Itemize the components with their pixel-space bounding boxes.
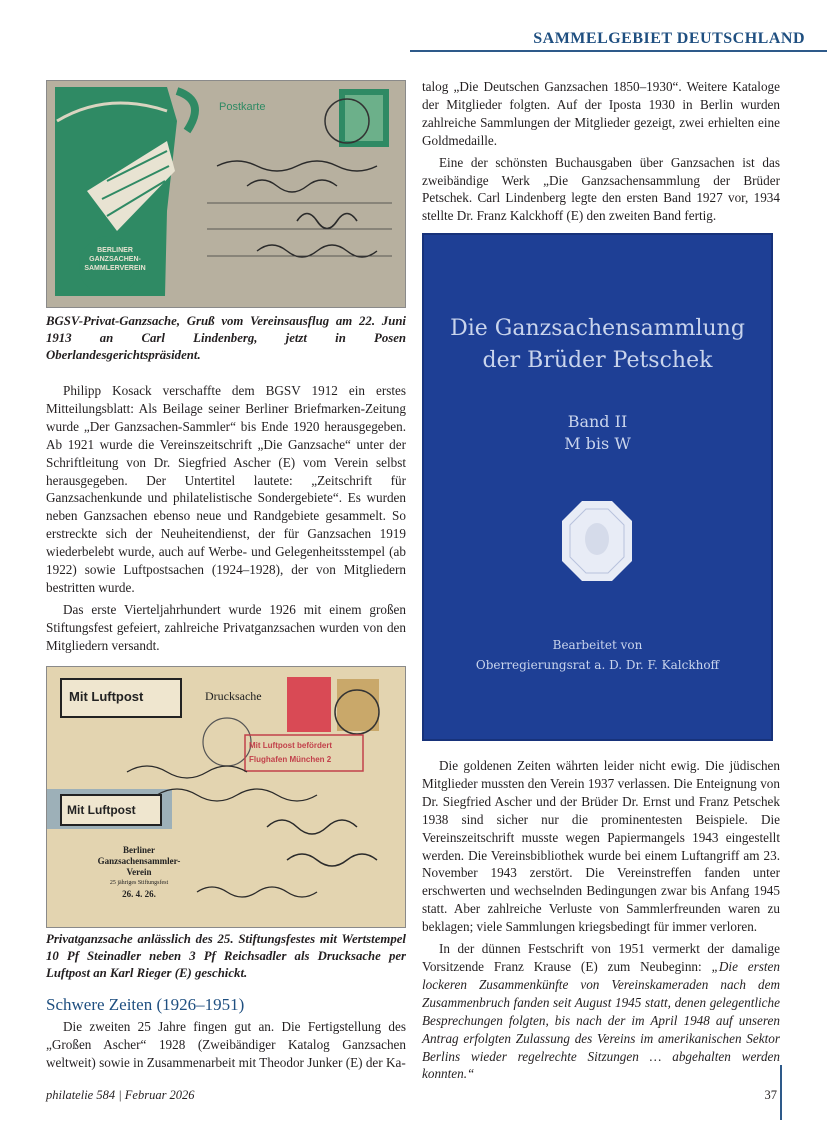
paragraph: Das erste Vierteljahrhundert wurde 1926 mit einem großen Stiftungsfest gefeiert, zahlreiche Privatganzsachen wurden von den Mitgliedern versandt. [46,601,406,653]
book-title [422,313,773,377]
book-range: M bis W [564,434,631,453]
sender-line: BERLINER [97,247,133,254]
running-header: SAMMELGEBIET DEUTSCHLAND [533,30,805,47]
postcard-sender [75,246,155,273]
figure-caption-1: BGSV-Privat-Ganzsache, Gruß vom Vereinsausflug am 22. Juni 1913 an Carl Lindenberg, jetzt in Posen Oberlandesgerichtspräsident. [46,314,406,362]
footer-issue: philatelie 584 | Februar 2026 [46,1088,195,1102]
sender-line: Verein [126,867,152,877]
paragraph: Die goldenen Zeiten währten leider nicht ewig. Die jüdischen Mitglieder mussten den Verein 1937 verlassen. Die Enteignung von Dr. Siegfried Ascher und der Brüder Dr. Ernst und Franz Petschek 1938 sind sicher nur die prominentesten Beispiele. Die Vereinszeitschrift musste wegen Papiermangels 1943 eingestellt werden. Die Vereinsbibliothek wurde bei einem Luftangriff am 23. November 1943 zerstört. Die Vereinstreffen fanden unter erschwerten und wechselnden Bedingungen zwar bis Anfang 1945 statt. Aber zahlreiche Verluste von Sammlerfreunden waren zu beklagen; viele Sammlungen kriegsbedingt für immer verloren. [422,758,780,935]
airmail-label: Mit Luftpost [69,689,144,704]
paragraph: talog „Die Deutschen Ganzsachen 1850–1930“. Weitere Kataloge der Mitglieder folgten. Auf der Iposta 1930 in Berlin wurden zahlreiche Sammlungen der Mitglieder gezeigt, zwei erhielten eine Goldmedaille. [422,79,780,148]
sender-line: SAMMLERVEREIN [84,265,146,272]
print-label: Drucksache [205,689,262,703]
section-heading: Schwere Zeiten (1926–1951) [46,995,245,1014]
sender-line: 26. 4. 26. [122,889,156,899]
cover-sender [79,845,199,900]
sender-line: Ganzsachensammler- [97,856,181,866]
book-band [422,411,773,455]
figure-caption-2: Privatganzsache anlässlich des 25. Stiftungsfestes mit Wertstempel 10 Pf Steinadler neben 3 Pf Reichsadler als Drucksache per Luftpost an Karl Rieger (E) geschickt. [46,932,406,980]
book-editor [422,635,773,675]
red-cachet [249,739,332,767]
postcard-photo-1 [46,80,406,308]
book-emblem [562,501,632,581]
book-cover-photo [422,233,773,741]
paragraph-intro: In der dünnen Festschrift von 1951 vermerkt der damalige Vorsitzende Franz Krause (E) zum Neubeginn: [422,941,780,974]
paragraph: Eine der schönsten Buchausgaben über Ganzsachen ist das zweibändige Werk „Die Ganzsachensammlung der Brüder Petschek. Carl Lindenberg legte den ersten Band 1927 vor, 1934 stellte Dr. Franz Kalckhoff (E) den zweiten Band fertig. [422,154,780,224]
left-column-text [46,382,406,659]
book-title-line: Die Ganzsachensammlung [450,316,745,341]
book-editor-name: Oberregierungsrat a. D. Dr. F. Kalckhoff [475,658,720,672]
header-rule [410,50,827,52]
book-volume: Band II [567,412,628,431]
airmail-label: Mit Luftpost [67,803,136,817]
page-number: 37 [764,1088,777,1102]
left-column-bottom-text [46,1018,406,1076]
right-column-top-text [422,78,780,229]
sender-line: 25 jähriges Stiftungsfest [109,880,169,886]
paragraph: Die zweiten 25 Jahre fingen gut an. Die Fertigstellung des „Großen Ascher“ 1928 (Zweibändiger Katalog Ganzsachen weltweit) sowie in Zusammenarbeit mit Theodor Junker (E) der Ka- [46,1019,406,1070]
book-title-line: der Brüder Petschek [482,348,713,373]
cachet-line: Mit Luftpost befördert [249,741,333,750]
paragraph: Philipp Kosack verschaffte dem BGSV 1912 ein erstes Mitteilungsblatt: Als Beilage seiner Berliner Briefmarken-Zeitung wurde „Der Ganzsachen-Sammler“ bis Ende 1920 herausgegeben. Ab 1921 wurde die Vereinszeitschrift „Die Ganzsache“ unter der Schriftleitung von Dr. Siegfried Ascher (E) vom Verein selbst herausgegeben. Der Untertitel lautete: „Zeitschrift für Ganzsachenkunde und philatelistische Sondergebiete“. Es wurden neben Ganzsachen ebenso neue und Randgebiete gesammelt. So erstreckte sich der Neuheitendienst, der für Ganzsachen 1919 wiederbelebt wurde, auch auf Werbe- und Gelegenheitsstempel (ab 1922) sowie Luftpostsachen (1924–1928), der von Mitgliedern bestritten wurde. [46,383,406,595]
footer-rule [780,1065,782,1120]
cachet-line: Flughafen München 2 [249,755,332,764]
postcard-label: Postkarte [219,101,266,113]
right-column-bottom-text [422,757,780,1087]
postcard-image [47,81,405,307]
paragraph-quote: „Die ersten lockeren Zusammenkünfte von Vereinskameraden nach dem Zusammenbruch fanden seit August 1945 statt, denen gelegentliche Besprechungen folgten, bis nach der im April 1948 auf unseren Antrag erfolgten Zulassung des Vereins im amerikanischen Sektor Berlins wieder regelrechte Sitzungen … abgehalten werden konnten.“ [422,958,780,1082]
paragraph [422,940,780,1083]
airmail-cover-photo [46,666,406,928]
sender-line: Berliner [123,845,155,855]
book-edited-by: Bearbeitet von [552,638,643,652]
sender-line: GANZSACHEN- [89,256,141,263]
